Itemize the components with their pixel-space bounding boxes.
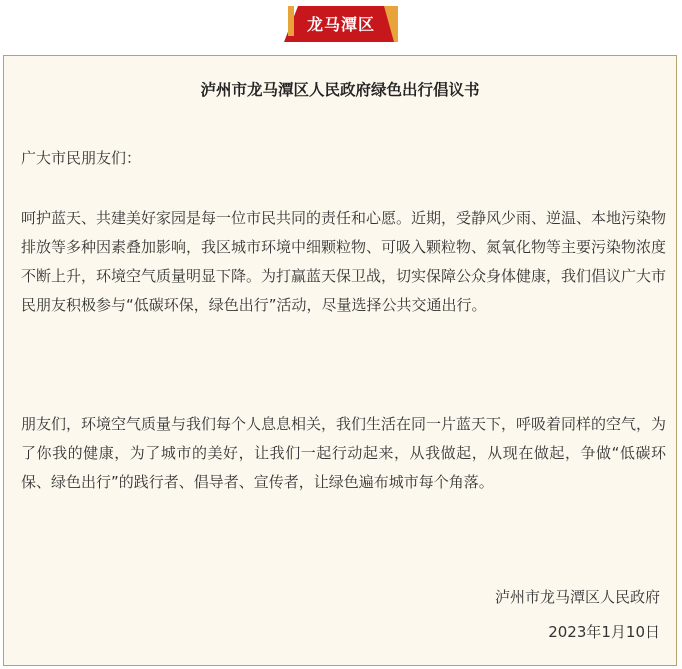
document-title: 泸州市龙马潭区人民政府绿色出行倡议书 <box>200 81 480 99</box>
tag-label: 龙马潭区 <box>306 15 375 34</box>
salutation: 广大市民朋友们： <box>21 149 142 167</box>
section-tag <box>284 6 398 42</box>
signature: 泸州市龙马潭区人民政府 <box>494 588 660 606</box>
date: 2023年1月10日 <box>548 623 660 641</box>
document-frame <box>3 55 677 666</box>
paragraph-1: 呵护蓝天、共建美好家园是每一位市民共同的责任和心愿。近期，受静风少雨、逆温、本地污染物排放等多种因素叠加影响，我区城市环境中细颗粒物、可吸入颗粒物、氮氧化物等主要污染物浓度不断上升，环境空气质量明显下降。为打赢蓝天保卫战，切实保障公众身体健康，我们倡议广大市民朋友积极参与“低碳环保，绿色出行”活动，尽量选择公共交通出行。 <box>21 209 667 314</box>
paragraph-2: 朋友们，环境空气质量与我们每个人息息相关，我们生活在同一片蓝天下，呼吸着同样的空气，为了你我的健康，为了城市的美好，让我们一起行动起来，从我做起，从现在做起，争做“低碳环保、绿色出行”的践行者、倡导者、宣传者，让绿色遍布城市每个角落。 <box>21 415 667 491</box>
